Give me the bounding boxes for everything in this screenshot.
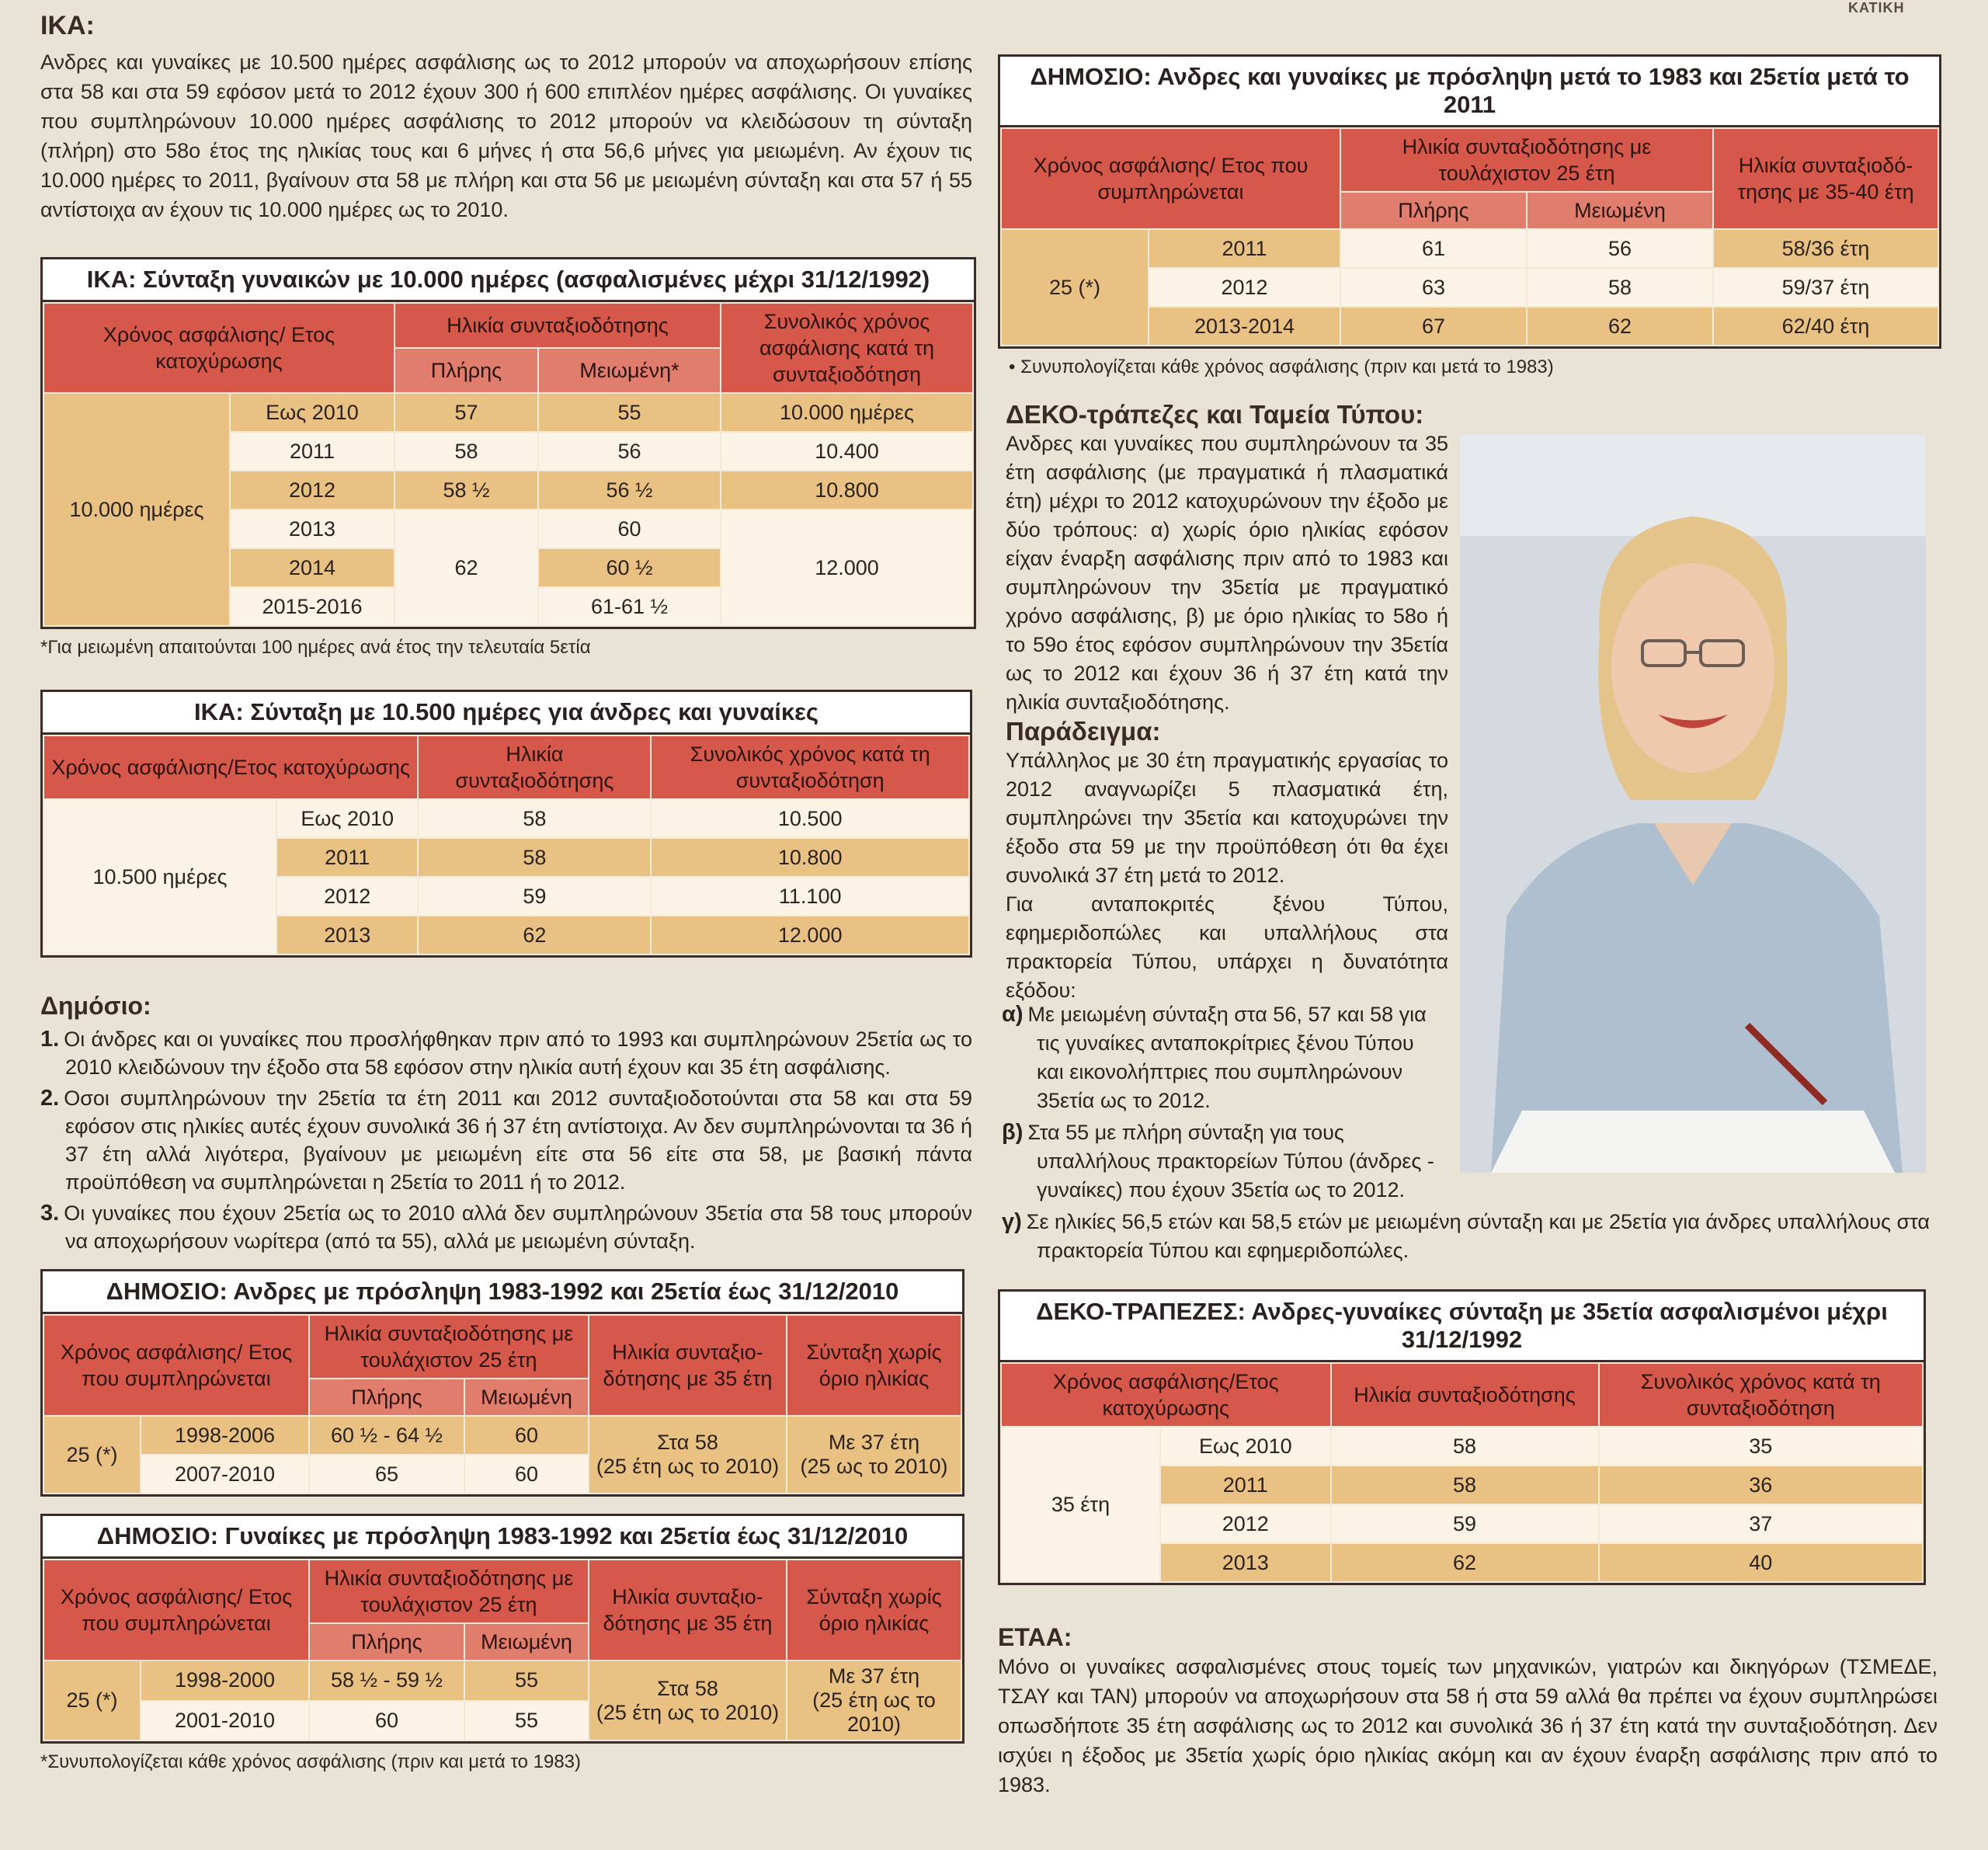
list-item-text: Με μειωμένη σύνταξη στα 56, 57 και 58 για τις γυναίκες ανταποκρίτριες ξένου Τύπου και εικονολήπτριες που συμπληρώνουν 35ετία ως το 2012.: [1027, 1003, 1427, 1112]
list-item-label: β): [1002, 1120, 1024, 1145]
table2-h-year: Χρόνος ασφάλισης/Ετος κατοχύρωσης: [43, 735, 418, 799]
table-cell-age: 58: [418, 838, 651, 877]
table1-h-year: Χρόνος ασφάλισης/ Ετος κατοχύρωσης: [43, 303, 394, 393]
ika-paragraph: Ανδρες και γυναίκες με 10.500 ημέρες ασφάλισης ως το 2012 μπορούν να αποχωρήσουν επίσης στα 58 και στα 59 εφόσον μετά το 2012 έχουν 300 ή 600 επιπλέον ημέρες ασφάλισης. Οι γυναίκες που συμπληρώνουν 10.000 ημέρες ασφάλισης το 2012 μπορούν να κλειδώσουν τη σύνταξη (πλήρη) στο 58ο έτος της ηλικίας τους και 6 μήνες ή στα 56,6 μήνες για μειωμένη. Αν έχουν τις 10.000 ημέρες το 2011, βγαίνουν στα 58 με πλήρη και στα 56 με μειωμένη σύνταξη και στα 57 ή 55 αντίστοιχα αν έχουν τις 10.000 ημέρες ως το 2010.: [40, 50, 972, 221]
table-cell-full: 58: [394, 432, 538, 471]
table-cell-reduced: 56: [1527, 229, 1713, 268]
table4-title: ΔΗΜΟΣΙΟ: Γυναίκες με πρόσληψη 1983-1992 και 25ετία έως 31/12/2010: [43, 1516, 962, 1559]
deko-example-heading: Παράδειγμα:: [1006, 717, 1161, 746]
table1-h-reduced: Μειωμένη*: [538, 348, 721, 393]
table2-h-age: Ηλικία συνταξιοδότησης: [418, 735, 651, 799]
table1-h-full: Πλήρης: [394, 348, 538, 393]
table-row-year: 2011: [230, 432, 394, 471]
table-cell-reduced: 58: [1527, 268, 1713, 307]
table4-h-age25: Ηλικία συνταξιοδότησης με τουλάχιστον 25 έτη: [309, 1560, 589, 1623]
table-row-year: 2014: [230, 548, 394, 587]
table6-h-age: Ηλικία συνταξιοδότησης: [1331, 1363, 1599, 1427]
deko-section: [1006, 400, 1448, 1005]
list-item-text: Οι γυναίκες που έχουν 25ετία ως το 2010 αλλά δεν συμπληρώνουν 35ετία στα 58 τους μπορούν να αποχωρήσουν νωρίτερα (από τα 55), αλλά με μειωμένη σύνταξη.: [64, 1201, 972, 1253]
table-cell-reduced: 56: [538, 432, 721, 471]
table3-h-reduced: Μειωμένη: [464, 1379, 589, 1416]
table-ika-10500: [40, 690, 972, 958]
table-cell-age: 58/36 έτη: [1713, 229, 1938, 268]
table3-h-age35: Ηλικία συνταξιο-δότησης με 35 έτη: [589, 1315, 787, 1416]
table3-age35-cell: [589, 1416, 787, 1494]
table5-h-year: Χρόνος ασφάλισης/ Ετος που συμπληρώνεται: [1001, 128, 1340, 229]
table4-noage: Με 37 έτη: [828, 1664, 920, 1688]
table3-age35: Στα 58: [657, 1431, 718, 1454]
etaa-section: [998, 1623, 1938, 1800]
table4-age35-sub: (25 έτη ως το 2010): [596, 1700, 780, 1724]
table1-group: 10.000 ημέρες: [43, 393, 230, 626]
table-cell-total: 10.800: [721, 471, 973, 509]
table-row-year: Εως 2010: [1160, 1427, 1331, 1466]
table1-h-age: Ηλικία συνταξιοδότησης: [394, 303, 721, 348]
table5-note: • Συνυπολογίζεται κάθε χρόνος ασφάλισης (πριν και μετά το 1983): [1009, 356, 1554, 377]
table5: [1000, 127, 1939, 346]
deko-paragraph: Ανδρες και γυναίκες που συμπληρώνουν τα 35 έτη ασφάλισης (με πραγματικά ή πλασματικά έτη) μέχρι το 2012 κατοχυρώνουν την έξοδο με δύο τρόπους: α) χωρίς όριο ηλικίας εφόσον είχαν έναρξη ασφάλισης πριν από το 1983 και συμπληρώνουν την 35ετία με πραγματικό χρόνο ασφάλισης, β) με όριο ηλικίας το 58ο ή το 59ο έτος εφόσον συμπληρώνουν την 35ετία ως το 2012 και έχουν 36 ή 37 έτη κατά την ηλικία συνταξιοδότησης.: [1006, 432, 1448, 714]
table1-title: ΙΚΑ: Σύνταξη γυναικών με 10.000 ημέρες (ασφαλισμένες μέχρι 31/12/1992): [43, 259, 974, 302]
table4-group: 25 (*): [43, 1660, 141, 1740]
table6-title: ΔΕΚΟ-ΤΡΑΠΕΖΕΣ: Ανδρες-γυναίκες σύνταξη με 35ετία ασφαλισμένοι μέχρι 31/12/1992: [1000, 1292, 1924, 1362]
table-cell-total: 12.000: [721, 509, 973, 626]
table5-h-reduced: Μειωμένη: [1527, 192, 1713, 229]
table-cell-total: 10.000 ημέρες: [721, 393, 973, 432]
list-item-label: γ): [1002, 1209, 1022, 1234]
table-cell-reduced: 60: [538, 509, 721, 548]
table-cell-reduced: 60: [464, 1416, 589, 1455]
table3-group: 25 (*): [43, 1416, 141, 1494]
table-row-year: 2012: [1149, 268, 1340, 307]
deko-heading: ΔΕΚΟ-τράπεζες και Ταμεία Τύπου:: [1006, 400, 1424, 429]
table-row-year: 2013: [230, 509, 394, 548]
table-cell-full: 58 ½ - 59 ½: [309, 1660, 464, 1701]
table-deko-banks: [998, 1289, 1926, 1585]
table-ika-women-10000: [40, 257, 976, 629]
table3-h-year: Χρόνος ασφάλισης/ Ετος που συμπληρώνεται: [43, 1315, 309, 1416]
list-item-label: α): [1002, 1002, 1024, 1027]
table-cell-reduced: 55: [464, 1701, 589, 1741]
table-cell-reduced: 62: [1527, 307, 1713, 346]
table4-noage-cell: [787, 1660, 961, 1740]
table-cell-age: 58: [418, 799, 651, 838]
list-item: [40, 1084, 972, 1196]
list-item-number: 2.: [40, 1086, 60, 1111]
table-dimosio-women-1983-1992: [40, 1514, 964, 1744]
list-item: [1002, 1208, 1934, 1265]
table3-age35-sub: (25 έτη ως το 2010): [596, 1455, 780, 1478]
table-row-year: 2007-2010: [141, 1455, 309, 1494]
table4-age35: Στα 58: [657, 1676, 718, 1700]
table-cell-reduced: 60: [464, 1455, 589, 1494]
deko-press-list: [1002, 1000, 1934, 1265]
table-cell-full: 63: [1340, 268, 1527, 307]
table-row-year: 1998-2006: [141, 1416, 309, 1455]
list-item: [40, 1025, 972, 1081]
table6-group: 35 έτη: [1001, 1427, 1160, 1582]
table-row-year: 2011: [1149, 229, 1340, 268]
list-item-text: Σε ηλικίες 56,5 ετών και 58,5 ετών με μειωμένη σύνταξη και με 25ετία για άνδρες υπαλλήλους στα πρακτορεία Τύπου και εφημεριδοπώλες.: [1026, 1210, 1931, 1262]
etaa-paragraph: Μόνο οι γυναίκες ασφαλισμένες στους τομείς των μηχανικών, γιατρών και δικηγόρων (ΤΣΜΕΔΕ, ΤΣΑΥ και ΤΑΝ) μπορούν να αποχωρήσουν στα 58 ή στα 59 αλλά θα πρέπει να έχουν συμπληρώσει οπωσδήποτε 35 έτη ασφάλισης ως το 2012 και συνολικά 36 ή 37 έτη κατά την συνταξιοδότηση. Δεν ισχύει η έξοδος με 35ετία χωρίς όριο ηλικίας ακόμη και αν έχουν έναρξη ασφάλισης πριν από το 1983.: [998, 1655, 1938, 1796]
table3: [43, 1314, 962, 1494]
list-item: [1002, 1000, 1444, 1115]
table-cell-age: 62: [418, 916, 651, 955]
header-strip: [1848, 0, 1988, 31]
list-item: [1002, 1118, 1444, 1205]
table-cell-total: 37: [1599, 1504, 1923, 1543]
table-cell-total: 10.800: [651, 838, 969, 877]
list-item-text: Οσοι συμπληρώνουν την 25ετία τα έτη 2011 και 2012 συνταξιοδοτούνται στα 58 και στα 59 εφόσον στις ηλικίες αυτές έχουν συνολικά 36 ή 37 έτη αντίστοιχα. Αν δεν συμπληρώνονται τα 36 ή 37 έτη αλλά λιγότερα, βγαίνουν με μειωμένη είτε στα 56 είτε στα 58, με βασική πάντα προϋπόθεση να συμπληρώνεται η 25ετία το 2011 ή το 2012.: [64, 1087, 972, 1194]
table2: [43, 735, 970, 955]
etaa-heading: ΕΤΑΑ:: [998, 1623, 1072, 1651]
table-row-year: 2012: [1160, 1504, 1331, 1543]
table-row-year: 2011: [1160, 1466, 1331, 1504]
table4-note: *Συνυπολογίζεται κάθε χρόνος ασφάλισης (πριν και μετά το 1983): [40, 1751, 582, 1772]
list-item-number: 3.: [40, 1201, 60, 1226]
table-cell-reduced: 56 ½: [538, 471, 721, 509]
table1-h-total: Συνολικός χρόνος ασφάλισης κατά τη συνταξιοδότηση: [721, 303, 973, 393]
table4: [43, 1559, 962, 1741]
table-row-year: 2011: [276, 838, 418, 877]
table-dimosio-men-1983-1992: [40, 1269, 964, 1497]
table4-age35-cell: [589, 1660, 787, 1740]
table-cell-age: 59: [418, 877, 651, 916]
table-cell-age: 62/40 έτη: [1713, 307, 1938, 346]
table-cell-reduced: 61-61 ½: [538, 587, 721, 626]
right-column-top: [998, 54, 1941, 378]
table-row-year: Εως 2010: [230, 393, 394, 432]
table-cell-full: 65: [309, 1455, 464, 1494]
table5-group: 25 (*): [1001, 229, 1149, 346]
table4-h-age35: Ηλικία συνταξιο-δότησης με 35 έτη: [589, 1560, 787, 1660]
table5-h-age3540: Ηλικία συνταξιοδό-τησης με 35-40 έτη: [1713, 128, 1938, 229]
left-column: [40, 11, 972, 1773]
table3-title: ΔΗΜΟΣΙΟ: Ανδρες με πρόσληψη 1983-1992 και 25ετία έως 31/12/2010: [43, 1271, 962, 1314]
table-cell-full: 60: [309, 1701, 464, 1741]
table-cell-total: 12.000: [651, 916, 969, 955]
table3-noage-cell: [787, 1416, 961, 1494]
table2-title: ΙΚΑ: Σύνταξη με 10.500 ημέρες για άνδρες και γυναίκες: [43, 692, 970, 735]
dimosio-list: [40, 1025, 972, 1255]
table5-title: ΔΗΜΟΣΙΟ: Ανδρες και γυναίκες με πρόσληψη μετά το 1983 και 25ετία μετά το 2011: [1000, 57, 1939, 127]
table2-group: 10.500 ημέρες: [43, 799, 276, 955]
table3-h-age25: Ηλικία συνταξιοδότησης με τουλάχιστον 25 έτη: [309, 1315, 589, 1379]
table2-h-total: Συνολικός χρόνος κατά τη συνταξιοδότηση: [651, 735, 969, 799]
header-strip-text: ΚΑΤΙΚΗ: [1848, 0, 1905, 16]
table-cell-full: 57: [394, 393, 538, 432]
table5-h-age25: Ηλικία συνταξιοδότησης με τουλάχιστον 25 έτη: [1340, 128, 1713, 192]
list-item-number: 1.: [40, 1027, 60, 1052]
table-row-year: 2001-2010: [141, 1701, 309, 1741]
table-cell-full: 61: [1340, 229, 1527, 268]
table-cell-full: 62: [394, 509, 538, 626]
table3-h-full: Πλήρης: [309, 1379, 464, 1416]
bleed-through-text: [1945, 0, 1988, 1850]
table6-h-year: Χρόνος ασφάλισης/Ετος κατοχύρωσης: [1001, 1363, 1331, 1427]
list-item: [40, 1199, 972, 1255]
table3-noage: Με 37 έτη: [828, 1431, 920, 1454]
table-cell-full: 58 ½: [394, 471, 538, 509]
table6: [1000, 1362, 1924, 1583]
table-row-year: 2013: [1160, 1543, 1331, 1582]
table-cell-age: 59/37 έτη: [1713, 268, 1938, 307]
table-cell-full: 67: [1340, 307, 1527, 346]
table-cell-age: 58: [1331, 1466, 1599, 1504]
deko-press: Για ανταποκριτές ξένου Τύπου, εφημεριδοπώλες και υπαλλήλους στα πρακτορεία Τύπου, υπάρχει η δυνατότητα εξόδου:: [1006, 892, 1448, 1002]
table-cell-reduced: 55: [538, 393, 721, 432]
table-row-year: 2013: [276, 916, 418, 955]
table5-h-full: Πλήρης: [1340, 192, 1527, 229]
table-row-year: 2013-2014: [1149, 307, 1340, 346]
table3-noage-sub: (25 ως το 2010): [800, 1455, 948, 1478]
table-cell-full: 60 ½ - 64 ½: [309, 1416, 464, 1455]
list-item-text: Στα 55 με πλήρη σύνταξη για τους υπαλλήλους πρακτορείων Τύπου (άνδρες - γυναίκες) που έχουν 35ετία ως το 2012.: [1027, 1121, 1434, 1201]
deko-example: Υπάλληλος με 30 έτη πραγματικής εργασίας το 2012 αναγνωρίζει 5 πλασματικά έτη, συμπληρώνει την 35ετία και κατοχυρώνει την έξοδο στα 59 με την προϋπόθεση ότι θα έχει συνολικά 37 έτη μετά το 2012.: [1006, 749, 1448, 887]
table-row-year: 2012: [276, 877, 418, 916]
table-dimosio-after-1983: [998, 54, 1941, 349]
table-cell-total: 11.100: [651, 877, 969, 916]
table-cell-age: 59: [1331, 1504, 1599, 1543]
table4-h-reduced: Μειωμένη: [464, 1623, 589, 1660]
table4-h-noage: Σύνταξη χωρίς όριο ηλικίας: [787, 1560, 961, 1660]
table-cell-total: 40: [1599, 1543, 1923, 1582]
table6-h-total: Συνολικός χρόνος κατά τη συνταξιοδότηση: [1599, 1363, 1923, 1427]
table-row-year: 1998-2000: [141, 1660, 309, 1701]
table4-noage-sub: (25 έτη ως το 2010): [812, 1688, 936, 1736]
table1: [43, 302, 974, 627]
list-item-text: Οι άνδρες και οι γυναίκες που προσλήφθηκαν πριν από το 1993 και συμπληρώνουν 25ετία ως το 2010 κλειδώνουν την έξοδο στα 58 εφόσον στην ηλικία αυτή έχουν και 35 έτη ασφάλισης.: [64, 1028, 972, 1079]
table-cell-total: 35: [1599, 1427, 1923, 1466]
table-cell-age: 62: [1331, 1543, 1599, 1582]
table4-h-year: Χρόνος ασφάλισης/ Ετος που συμπληρώνεται: [43, 1560, 309, 1660]
table3-h-noage: Σύνταξη χωρίς όριο ηλικίας: [787, 1315, 961, 1416]
dimosio-heading: Δημόσιο:: [40, 992, 151, 1020]
table-cell-reduced: 60 ½: [538, 548, 721, 587]
table-row-year: 2012: [230, 471, 394, 509]
table-row-year: 2015-2016: [230, 587, 394, 626]
table-cell-total: 36: [1599, 1466, 1923, 1504]
ika-heading: ΙΚΑ:: [40, 11, 95, 40]
table-cell-total: 10.400: [721, 432, 973, 471]
table4-h-full: Πλήρης: [309, 1623, 464, 1660]
table-row-year: Εως 2010: [276, 799, 418, 838]
table1-note: *Για μειωμένη απαιτούνται 100 ημέρες ανά έτος την τελευταία 5ετία: [40, 637, 591, 658]
table-cell-reduced: 55: [464, 1660, 589, 1701]
table-cell-age: 58: [1331, 1427, 1599, 1466]
table-cell-total: 10.500: [651, 799, 969, 838]
